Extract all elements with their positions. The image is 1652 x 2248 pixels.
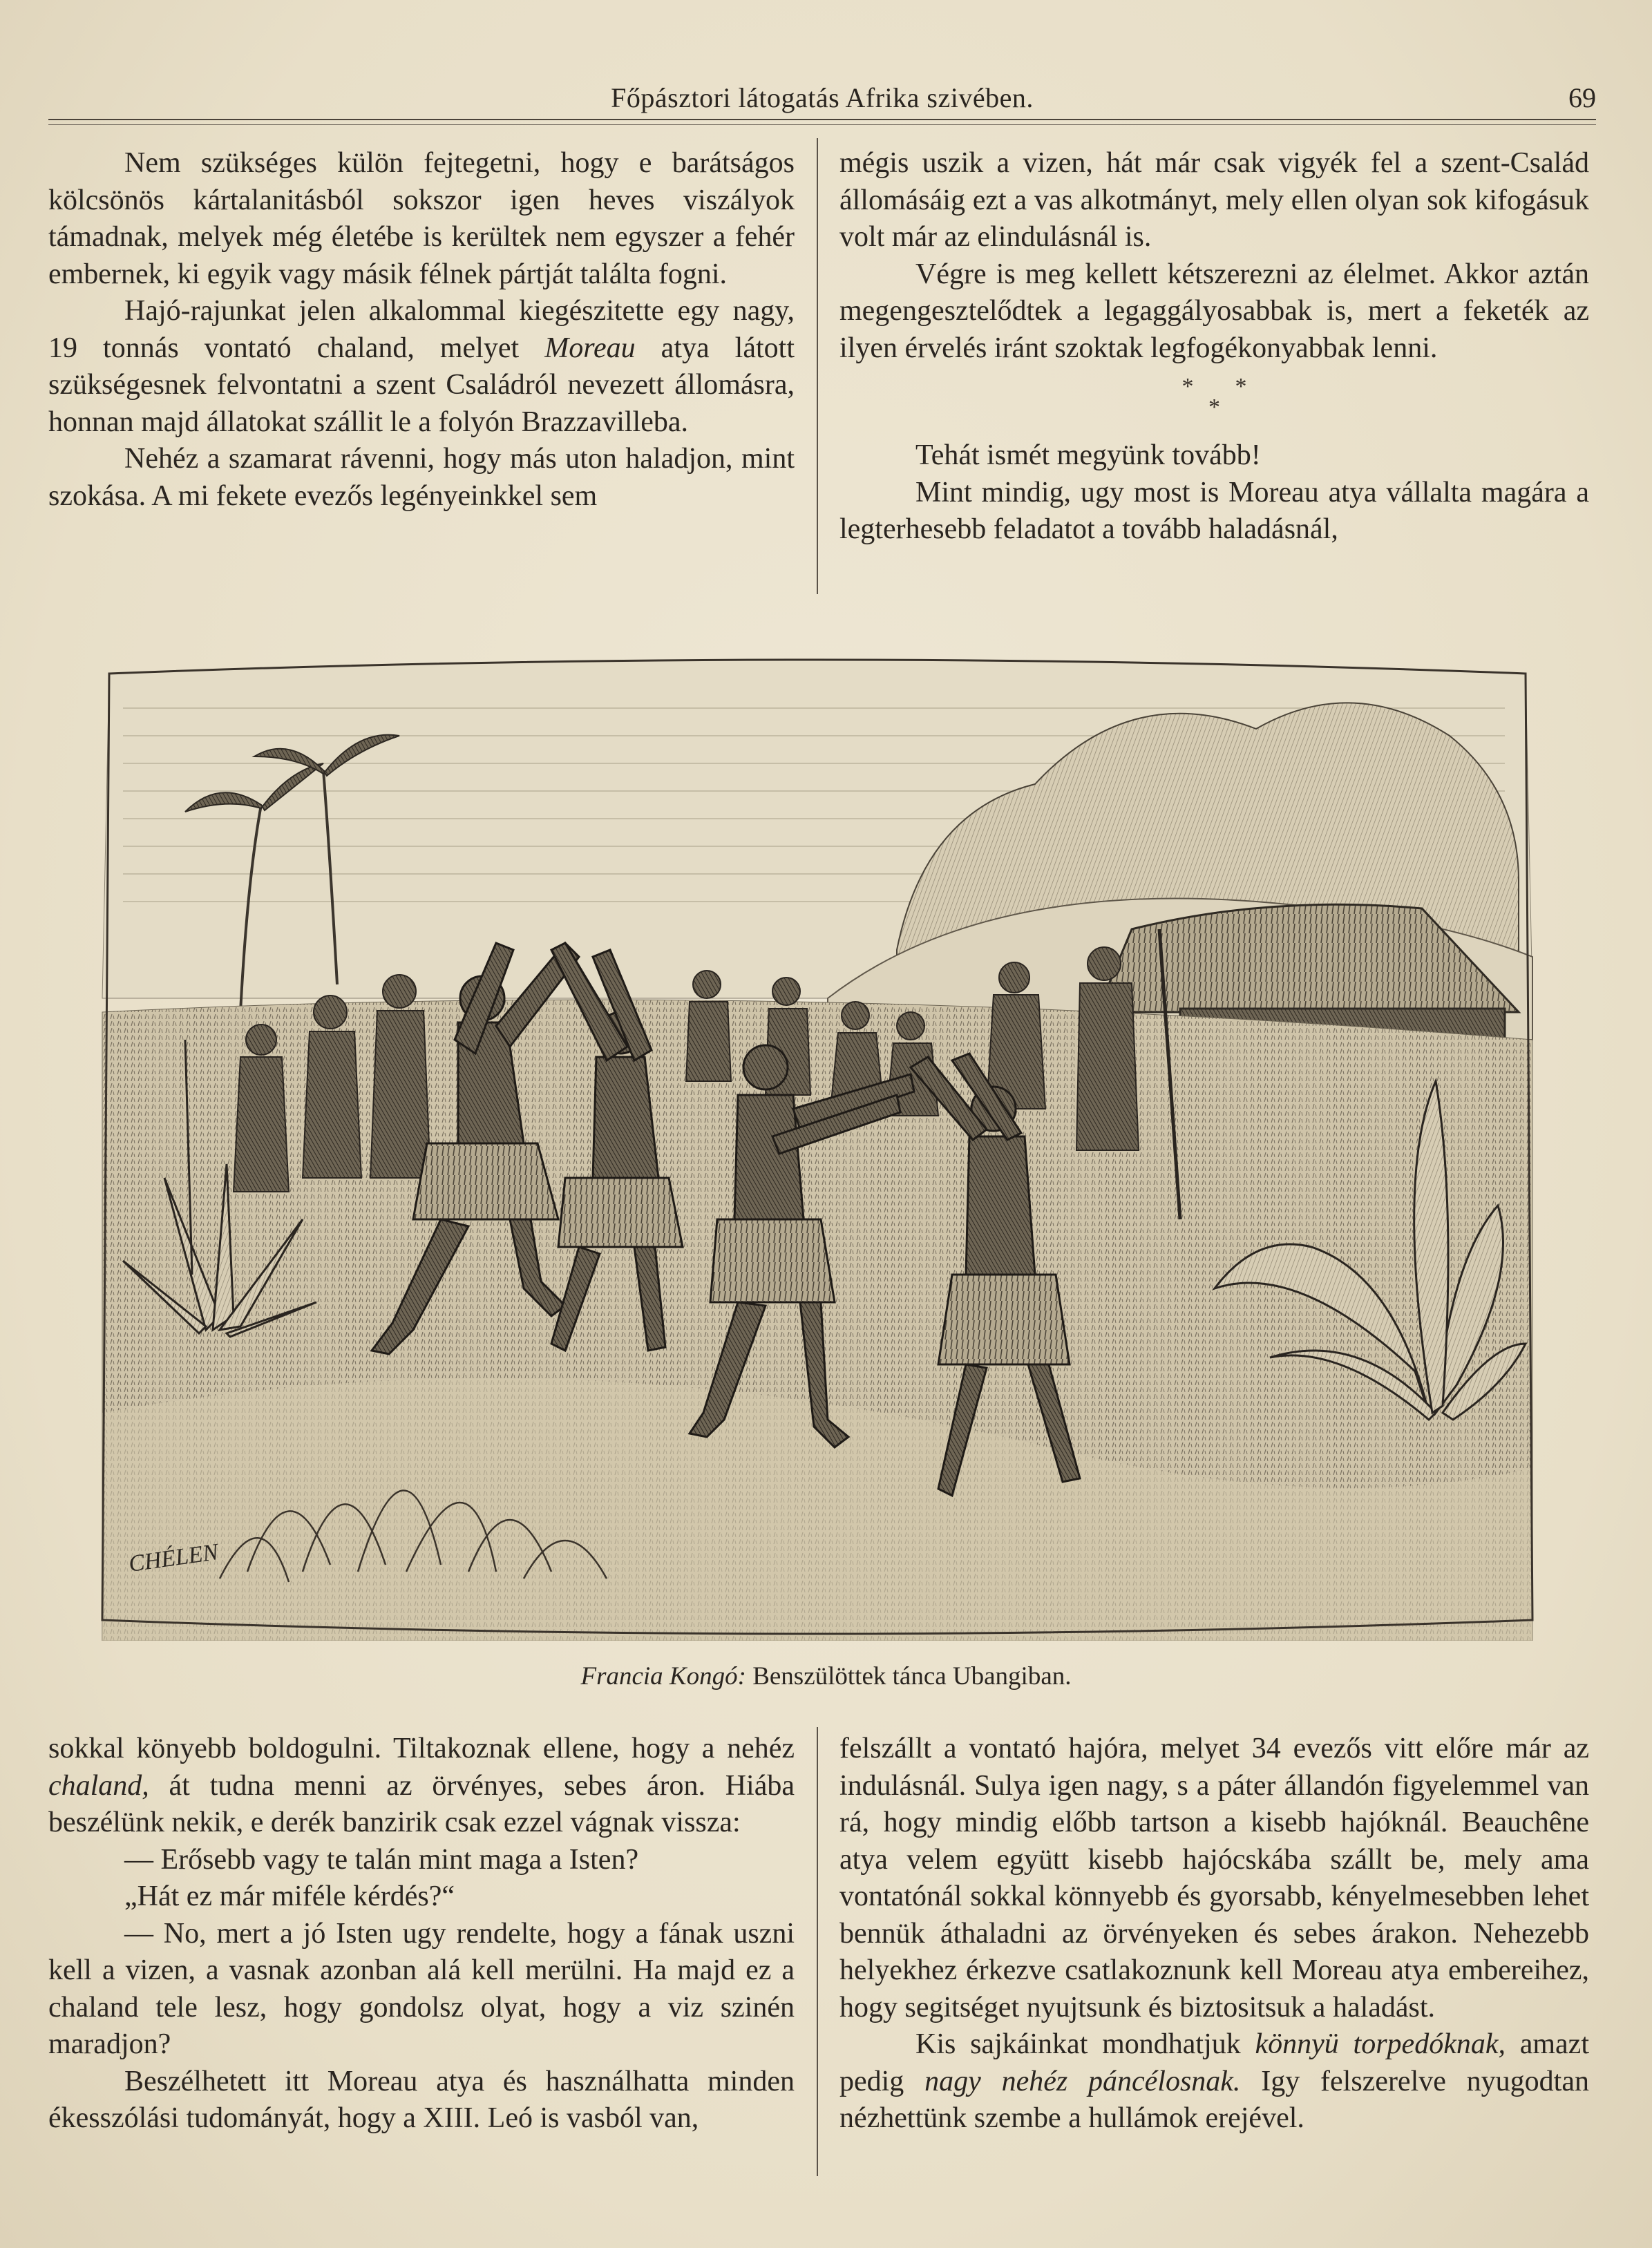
text-run: Hajó-rajunkat jelen alkalommal kiegészitette egy nagy, 19 tonnás vontató chaland, melyet [48,295,795,364]
right-column-top [839,145,1589,549]
left-column-top [48,145,795,515]
paragraph: Nem szükséges külön fejtegetni, hogy e barátságos kölcsönös kártalanitásból sokszor igen heves viszályok támadnak, melyek még életébe is kerültek nem egyszer a fehér embernek, ki egyik vagy másik félnek pártját találta fogni. [48,147,795,290]
text-run: Igy felszerelve nyugodtan nézhettünk szembe a hullámok erejével. [839,2065,1589,2134]
dialogue-line: „Hát ez már miféle kérdés?“ [124,1880,455,1912]
engraving-native-dance [82,653,1550,1641]
caption-place: Francia Kongó: [580,1662,746,1690]
illustration-caption [0,1661,1652,1691]
paragraph [839,2026,1589,2137]
italic-phrase: könnyü torpedóknak, [1255,2028,1506,2060]
text-run: atya látott szükségesnek felvontatni a szent Családról nevezett állomásra, honnan majd állatokat szállit le a folyón Brazzavilleba. [48,332,795,438]
text-run: sokkal könyebb boldogulni. Tiltakoznak ellene, hogy a nehéz [48,1733,795,1764]
text-run: amazt pedig [839,2028,1589,2097]
paragraph: felszállt a vontató hajóra, melyet 34 evezős vitt előre már az indulásnál. Sulya igen nagy, s a páter állandón figyelemmel van rá, hogy mindig előbb tartson a kisebb hajóknál. Beauchêne atya velem együtt kisebb hajócskába szállt be, mely ama vontatónál sokkal könnyebb és gyorsabb, kényelmesebben lehet bennük áthaladni az örvényeken és sebes árakon. Nehezebb helyekhez érkezve csatlakoznunk kell Moreau atya embereihez, hogy segitséget nyujtsunk és biztositsuk a haladást. [839,1733,1589,2023]
star: * [1181,374,1194,399]
paragraph [48,293,795,441]
section-break-stars [839,374,1589,420]
column-divider-bottom [817,1727,818,2176]
right-column-bottom [839,1731,1589,2137]
column-divider-top [817,138,818,594]
text-run: át tudna menni az örvényes, sebes áron. Hiába beszélünk nekik, e derék banzirik csak ezzel vágnak vissza: [48,1769,795,1838]
dialogue-line: — Erősebb vagy te talán mint maga a Isten? [124,1843,639,1876]
paragraph: Nehéz a szamarat rávenni, hogy más uton haladjon, mint szokása. A mi fekete evezős legényeinkkel sem [48,443,795,512]
italic-phrase: nagy nehéz páncélosnak. [924,2065,1241,2097]
paragraph: Mint mindig, ugy most is Moreau atya vállalta magára a legterhesebb feladatot a tovább haladásnál, [839,476,1589,545]
header-rule-thin [48,124,1596,125]
dialogue-line: — No, mert a jó Isten ugy rendelte, hogy a fának uszni kell a vizen, a vasnak azonban alá kell merülni. Ha majd ez a chaland tele lesz, hogy gondolsz olyat, hogy a viz szinén maradjon? [48,1917,795,2060]
paragraph: mégis uszik a vizen, hát már csak vigyék fel a szent-Család állomásáig ezt a vas alkotmányt, mely ellen olyan sok kifogásuk volt már az elindulásnál is. [839,147,1589,253]
paragraph [48,1731,795,1842]
header-title: Főpásztori látogatás Afrika szivében. [611,82,1034,113]
paragraph: Végre is meg kellett kétszerezni az élelmet. Akkor aztán megengesztelődtek a legaggályosabbak is, mert a feketék az ilyen érvelés iránt szoktak legfogékonyabbak lenni. [839,258,1589,364]
header-rule [48,119,1596,120]
paragraph: Tehát ismét megyünk tovább! [915,439,1261,471]
star: * [1208,394,1220,420]
paragraph: Beszélhetett itt Moreau atya és használhatta minden ékesszólási tudományát, hogy a XIII. Leó is vasból van, [48,2065,795,2134]
artist-signature: CHÉLEN [126,1539,220,1577]
star: * [1235,374,1247,399]
running-header [48,82,1596,123]
italic-name: Moreau [544,332,636,364]
page-number: 69 [1568,82,1596,113]
caption-text: Benszülöttek tánca Ubangiban. [746,1662,1072,1690]
left-column-bottom [48,1731,795,2137]
italic-word: chaland, [48,1769,149,1802]
text-run: Kis sajkáinkat mondhatjuk [915,2028,1255,2060]
